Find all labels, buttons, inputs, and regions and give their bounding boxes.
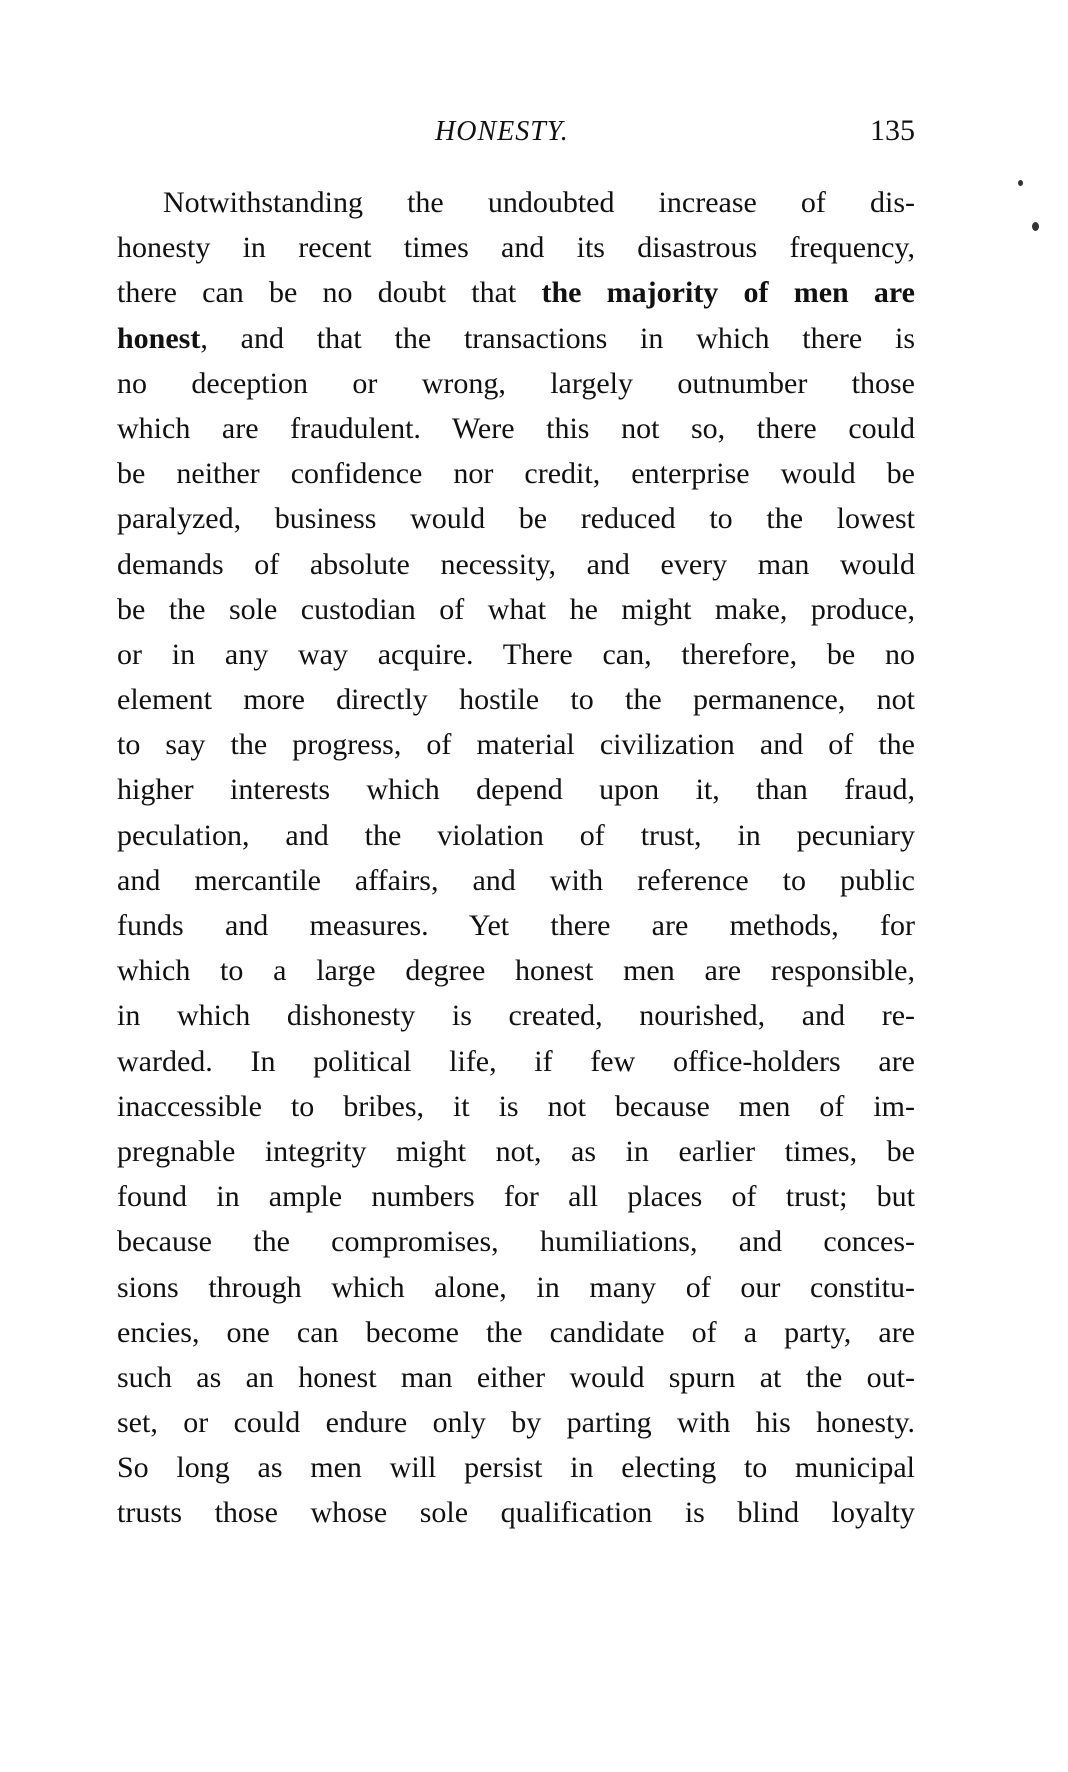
text-line: there can be no doubt that the majority of men are (117, 276, 915, 310)
text-line: sions through which alone, in many of our constitu- (117, 1270, 915, 1304)
text-line: be the sole custodian of what he might make, produce, (117, 592, 915, 626)
text-line: So long as men will persist in electing to municipal (117, 1451, 915, 1485)
running-title: HONESTY. (435, 116, 569, 147)
text-line: found in ample numbers for all places of trust; but (117, 1180, 915, 1214)
scan-speck (1032, 222, 1039, 231)
text-line: inaccessible to bribes, it is not because men of im- (117, 1089, 915, 1123)
text-line: such as an honest man either would spurn at the out- (117, 1360, 915, 1394)
page-header (117, 116, 915, 156)
text-line: trusts those whose sole qualification is blind loyalty (117, 1496, 915, 1530)
text-line: because the compromises, humiliations, and conces- (117, 1225, 915, 1259)
text-line: encies, one can become the candidate of a party, are (117, 1315, 915, 1349)
text-line: honesty in recent times and its disastrous frequency, (117, 231, 915, 265)
text-line: higher interests which depend upon it, than fraud, (117, 773, 915, 807)
text-line: and mercantile affairs, and with reference to public (117, 863, 915, 897)
text-line: to say the progress, of material civilization and of the (117, 728, 915, 762)
text-line: honest, and that the transactions in which there is (117, 321, 915, 355)
text-line: or in any way acquire. There can, therefore, be no (117, 637, 915, 671)
text-line: paralyzed, business would be reduced to the lowest (117, 502, 915, 536)
text-line: element more directly hostile to the permanence, not (117, 683, 915, 717)
body-text (117, 180, 915, 1536)
page-number: 135 (870, 114, 915, 147)
text-line: no deception or wrong, largely outnumber those (117, 366, 915, 400)
text-line: be neither confidence nor credit, enterprise would be (117, 457, 915, 491)
scan-speck (1018, 180, 1023, 186)
text-line: which to a large degree honest men are responsible, (117, 954, 915, 988)
text-line: in which dishonesty is created, nourished, and re- (117, 999, 915, 1033)
text-line: warded. In political life, if few office-holders are (117, 1044, 915, 1078)
text-line: pregnable integrity might not, as in earlier times, be (117, 1134, 915, 1168)
text-line: set, or could endure only by parting with his honesty. (117, 1406, 915, 1440)
text-line: funds and measures. Yet there are methods, for (117, 909, 915, 942)
text-line: peculation, and the violation of trust, in pecuniary (117, 818, 915, 852)
text-line: which are fraudulent. Were this not so, there could (117, 411, 915, 445)
text-line: demands of absolute necessity, and every man would (117, 547, 915, 581)
bold-phrase: the majority of men are (541, 276, 915, 310)
text-line: Notwithstanding the undoubted increase of dis- (163, 186, 915, 219)
bold-phrase: honest (117, 321, 201, 355)
